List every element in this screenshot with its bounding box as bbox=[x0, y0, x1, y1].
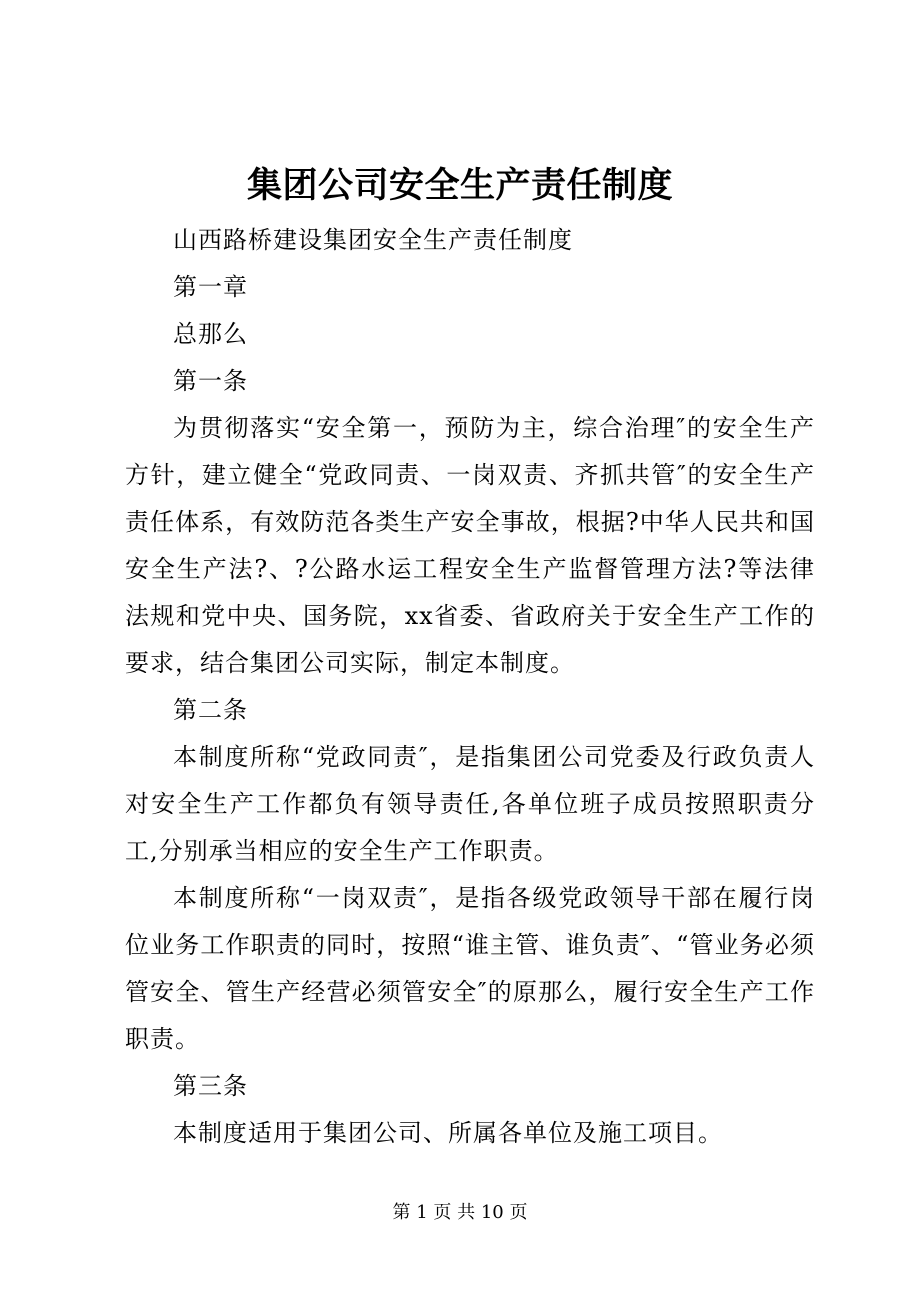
paragraph-article-3-heading: 第三条 bbox=[173, 1072, 248, 1100]
paragraph-article-3-text: 本制度适用于集团公司、所属各单位及施工项目。 bbox=[173, 1119, 723, 1147]
paragraph-chapter-heading: 第一章 bbox=[173, 273, 248, 301]
paragraph-chapter-name: 总那么 bbox=[173, 320, 248, 348]
paragraph-article-2-text-1: 本制度所称“党政同责″，是指集团公司党委及行政负责人对安全生产工作都负有领导责任,各单位班子成员按照职责分工,分别承当相应的安全生产工作职责。 bbox=[125, 743, 815, 865]
page-number-footer: 第 1 页 共 10 页 bbox=[392, 1202, 528, 1223]
paragraph-article-2-text-2: 本制度所称“一岗双责″，是指各级党政领导干部在履行岗位业务工作职责的同时，按照“谁主管、谁负责″、“管业务必须管安全、管生产经营必须管安全″的原那么，履行安全生产工作职责。 bbox=[125, 884, 815, 1053]
paragraph-subtitle: 山西路桥建设集团安全生产责任制度 bbox=[173, 226, 573, 254]
paragraph-article-2-heading: 第二条 bbox=[173, 696, 248, 724]
paragraph-article-1-text: 为贯彻落实“安全第一，预防为主，综合治理″的安全生产方针，建立健全“党政同责、一岗双责、齐抓共管″的安全生产责任体系，有效防范各类生产安全事故，根据?中华人民共和国安全生产法?、?公路水运工程安全生产监督管理方法?等法律法规和党中央、国务院，xx省委、省政府关于安全生产工作的要求，结合集团公司实际，制定本制度。 bbox=[125, 414, 815, 677]
document-title: 集团公司安全生产责任制度 bbox=[246, 165, 673, 206]
paragraph-article-1-heading: 第一条 bbox=[173, 367, 248, 395]
document-body bbox=[125, 217, 815, 1157]
